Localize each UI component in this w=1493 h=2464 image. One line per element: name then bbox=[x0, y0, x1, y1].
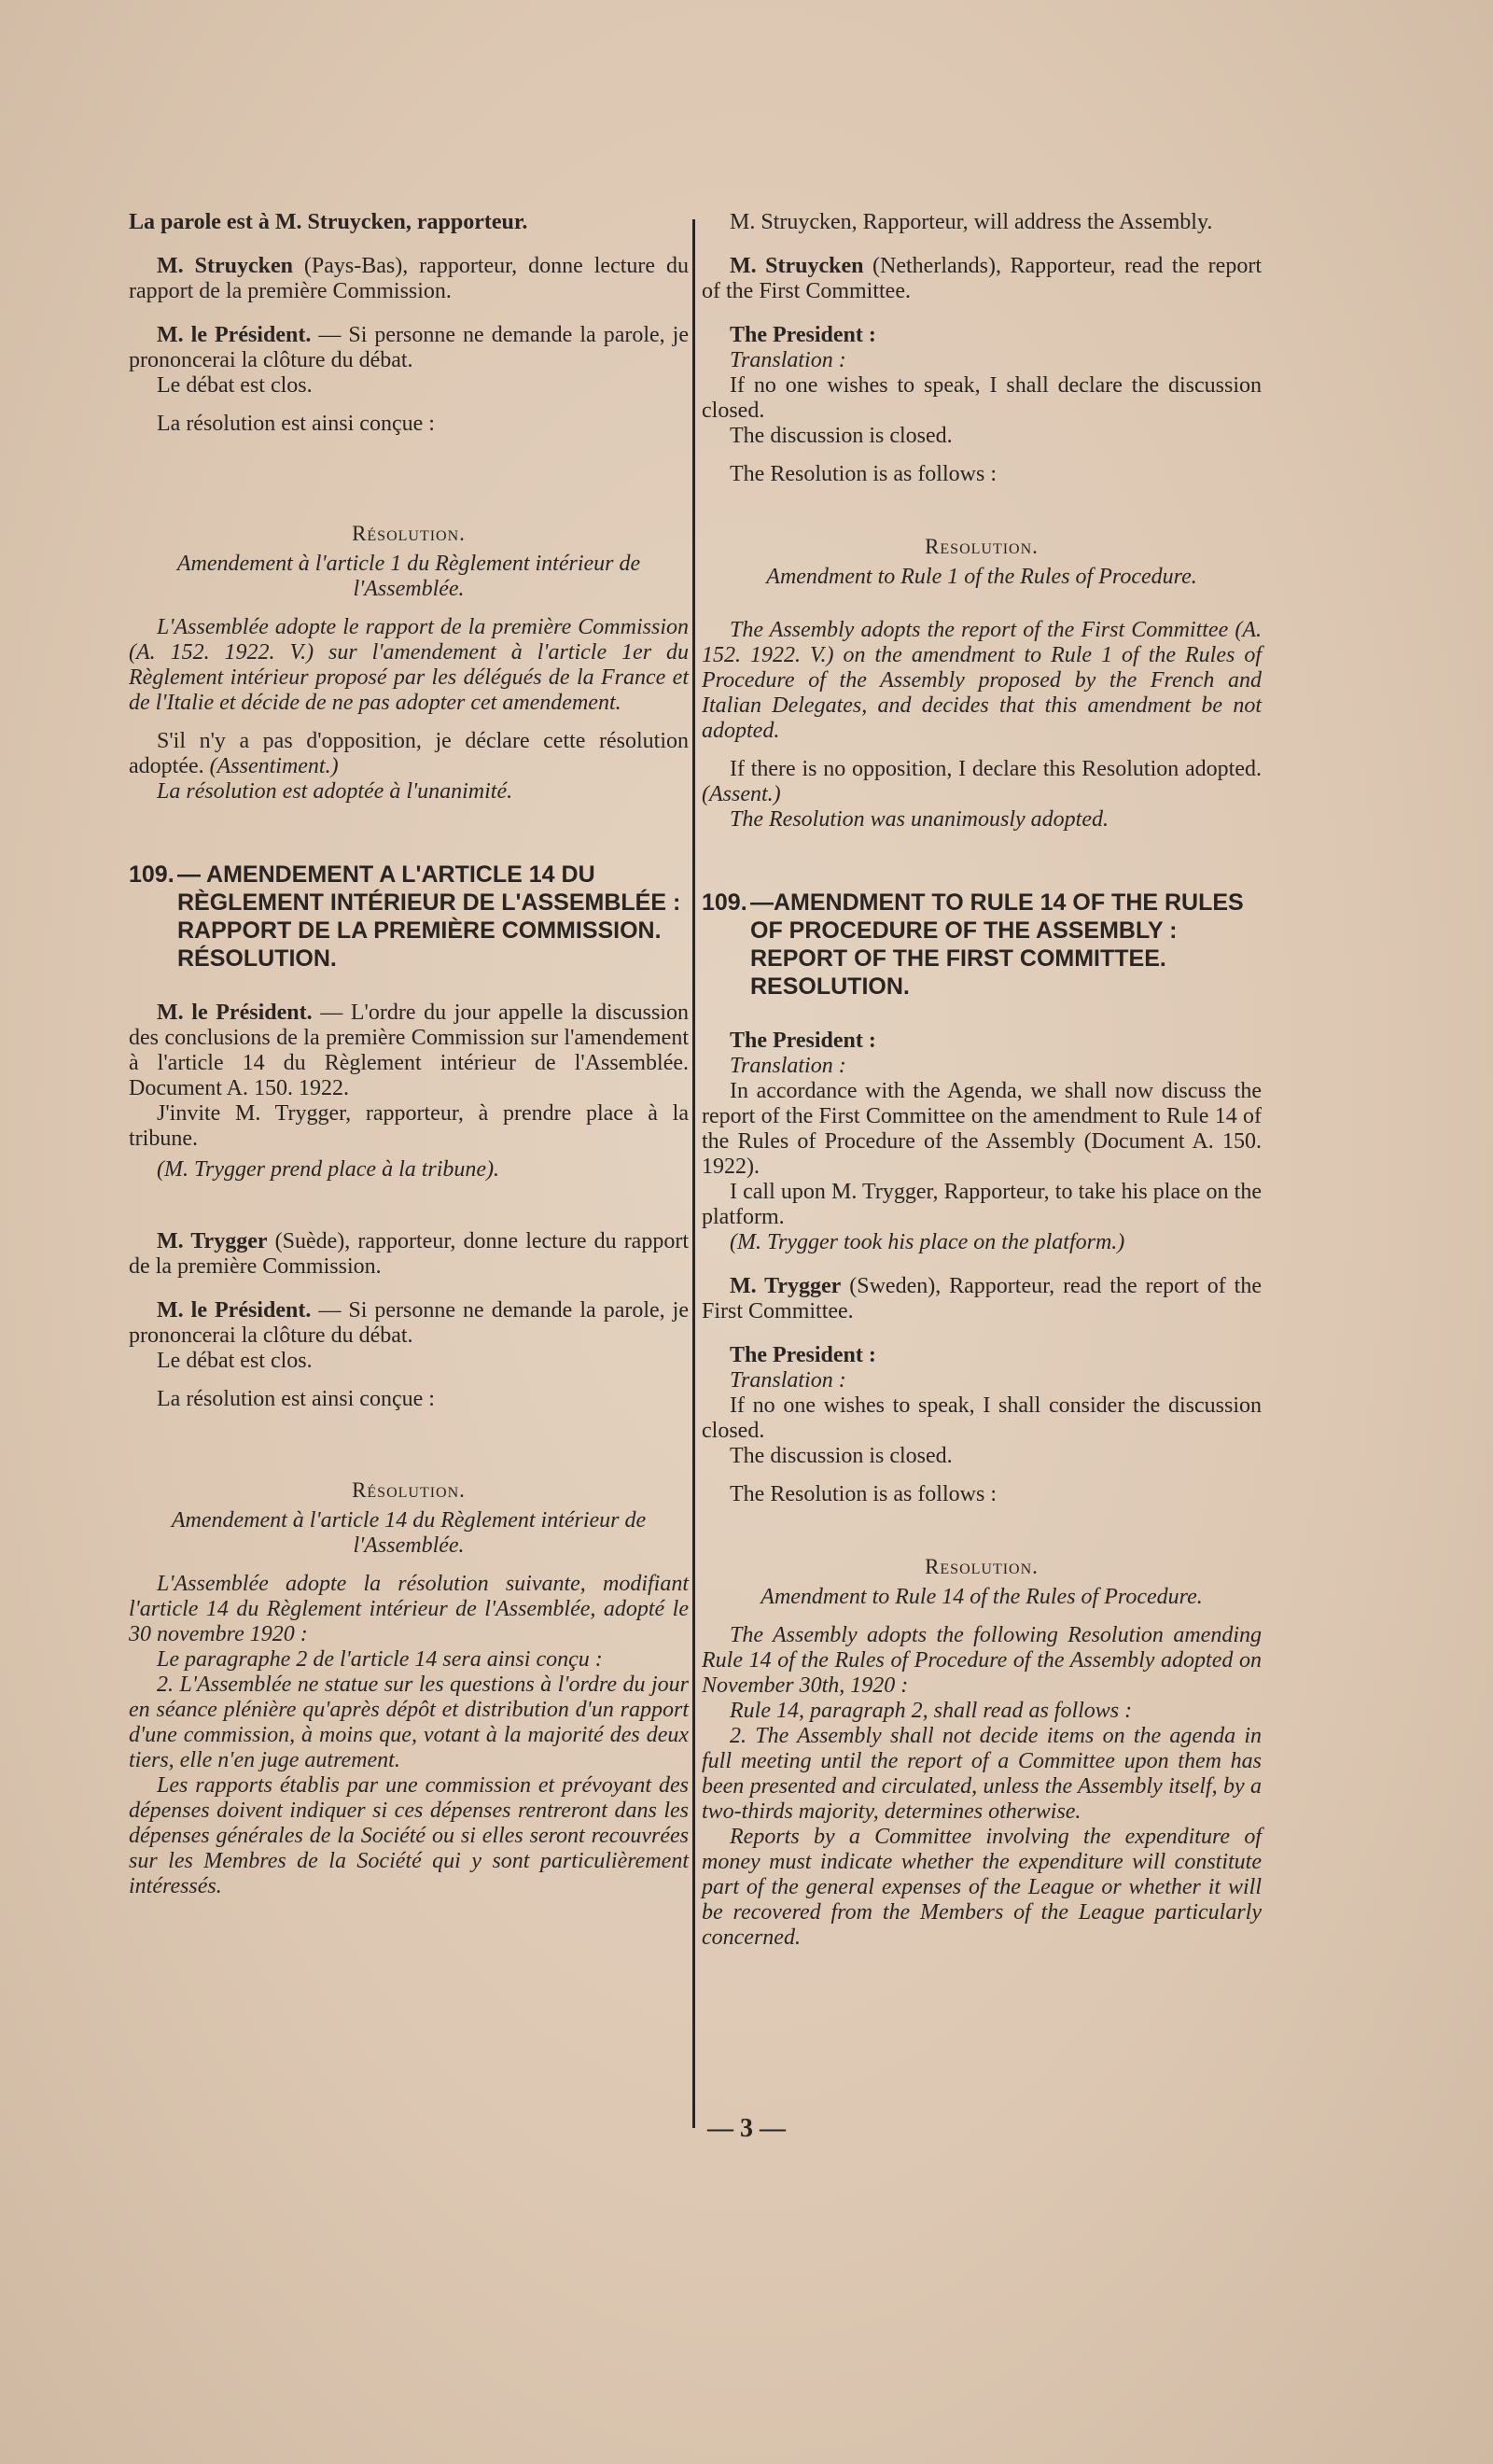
en-resolution-body-2b: Rule 14, paragraph 2, shall read as follows : bbox=[730, 1699, 1133, 1723]
en-resolution-body-2c: 2. The Assembly shall not decide items on the agenda in full meeting until the report of a Committee upon them has been presented and circulated, unless the Assembly itself, by a two-thirds majority, determines otherwise. bbox=[702, 1724, 1262, 1824]
en-president-label-2: The President : bbox=[730, 1029, 876, 1053]
en-resolution-body-2a: The Assembly adopts the following Resolution amending Rule 14 of the Rules of Procedure of the Assembly adopted on November 30th, 1920 : bbox=[702, 1623, 1262, 1698]
fr-section-number: 109. bbox=[129, 861, 174, 888]
fr-resolution-body-2b: Le paragraphe 2 de l'article 14 sera ainsi conçu : bbox=[157, 1647, 603, 1672]
en-trygger-reading: M. Trygger (Sweden), Rapporteur, read the report of the First Committee. bbox=[702, 1274, 1262, 1323]
fr-invite-trygger: J'invite M. Trygger, rapporteur, à prendre place à la tribune. bbox=[129, 1101, 689, 1151]
en-translation-label-3: Translation : bbox=[730, 1368, 846, 1393]
en-opposition: If there is no opposition, I declare this Resolution adopted. (Assent.) bbox=[702, 757, 1262, 806]
en-resolution-heading-2: Resolution. bbox=[925, 1555, 1039, 1578]
en-resolution-intro: The Resolution is as follows : bbox=[730, 462, 997, 486]
en-resolution-title: Amendment to Rule 1 of the Rules of Procedure. bbox=[766, 565, 1197, 589]
fr-debate-closed-2: Le débat est clos. bbox=[157, 1349, 313, 1373]
fr-opposition: S'il n'y a pas d'opposition, je déclare cette résolution adoptée. (Assentiment.) bbox=[129, 729, 689, 778]
en-invite-trygger: I call upon M. Trygger, Rapporteur, to take his place on the platform. bbox=[702, 1180, 1262, 1229]
fr-resolution-body: L'Assemblée adopte le rapport de la première Commission (A. 152. 1922. V.) sur l'amendement à l'article 1er du Règlement intérieur proposé par les délégués de la France et de l'Italie et décide de ne pas adopter cet amendement. bbox=[129, 615, 689, 715]
fr-resolution-heading: Résolution. bbox=[352, 522, 466, 545]
fr-section-109-heading bbox=[129, 861, 689, 973]
en-resolution-title-2: Amendment to Rule 14 of the Rules of Procedure. bbox=[760, 1585, 1203, 1609]
en-translation-label: Translation : bbox=[730, 348, 846, 372]
en-struycken-reading: M. Struycken (Netherlands), Rapporteur, read the report of the First Committee. bbox=[702, 254, 1262, 303]
en-president-label-3: The President : bbox=[730, 1343, 876, 1367]
fr-speaker-line: La parole est à M. Struycken, rapporteur. bbox=[129, 210, 528, 234]
fr-trygger-reading: M. Trygger (Suède), rapporteur, donne lecture du rapport de la première Commission. bbox=[129, 1229, 689, 1279]
fr-resolution-intro-2: La résolution est ainsi conçue : bbox=[157, 1387, 435, 1411]
en-translation-label-2: Translation : bbox=[730, 1054, 846, 1078]
en-resolution-heading: Resolution. bbox=[925, 535, 1039, 558]
en-speaker-line: M. Struycken, Rapporteur, will address the Assembly. bbox=[730, 210, 1213, 234]
en-president-agenda: In accordance with the Agenda, we shall now discuss the report of the First Committee on the amendment to Rule 14 of the Rules of Procedure of the Assembly (Document A. 150. 1922). bbox=[702, 1079, 1262, 1179]
fr-section-title: — AMENDEMENT A L'ARTICLE 14 DU RÈGLEMENT INTÉRIEUR DE L'ASSEMBLÉE : RAPPORT DE LA PREMIÈRE COMMISSION. RÉSOLUTION. bbox=[177, 861, 681, 972]
en-discussion-closed: The discussion is closed. bbox=[730, 424, 953, 448]
fr-stage-direction: (M. Trygger prend place à la tribune). bbox=[157, 1157, 500, 1182]
fr-resolution-body-2a: L'Assemblée adopte la résolution suivante, modifiant l'article 14 du Règlement intérieur de l'Assemblée, adopté le 30 novembre 1920 : bbox=[129, 1572, 689, 1646]
fr-resolution-title-2: Amendement à l'article 14 du Règlement intérieur de l'Assemblée. bbox=[171, 1508, 647, 1558]
en-president-label: The President : bbox=[730, 323, 876, 347]
en-section-number: 109. bbox=[702, 889, 747, 916]
en-section-109-heading bbox=[702, 889, 1262, 1001]
fr-debate-closed: Le débat est clos. bbox=[157, 373, 313, 398]
column-divider bbox=[692, 219, 695, 2128]
fr-resolution-intro: La résolution est ainsi conçue : bbox=[157, 412, 435, 436]
en-resolution-body: The Assembly adopts the report of the First Committee (A. 152. 1922. V.) on the amendment to Rule 1 of the Rules of Procedure of the Assembly proposed by the French and Italian Delegates, and decides that this amendment be not adopted. bbox=[702, 618, 1262, 743]
fr-resolution-heading-2: Résolution. bbox=[352, 1478, 466, 1502]
english-column bbox=[702, 210, 1262, 1951]
en-resolution-intro-2: The Resolution is as follows : bbox=[730, 1482, 997, 1506]
fr-resolution-title: Amendement à l'article 1 du Règlement intérieur de l'Assemblée. bbox=[176, 552, 641, 601]
en-adopted: The Resolution was unanimously adopted. bbox=[730, 807, 1109, 832]
en-discussion-closed-2: The discussion is closed. bbox=[730, 1444, 953, 1468]
french-column bbox=[129, 210, 689, 1899]
fr-struycken-reading: M. Struycken (Pays-Bas), rapporteur, donne lecture du rapport de la première Commission. bbox=[129, 254, 689, 303]
en-section-title: —AMENDMENT TO RULE 14 OF THE RULES OF PROCEDURE OF THE ASSEMBLY : REPORT OF THE FIRST COMMITTEE. RESOLUTION. bbox=[750, 889, 1244, 1000]
en-stage-direction: (M. Trygger took his place on the platform.) bbox=[730, 1230, 1125, 1254]
fr-president-closing: M. le Président. — Si personne ne demande la parole, je prononcerai la clôture du débat. bbox=[129, 1298, 689, 1348]
en-president-closing: If no one wishes to speak, I shall consider the discussion closed. bbox=[702, 1393, 1262, 1443]
en-resolution-body-2d: Reports by a Committee involving the expenditure of money must indicate whether the expenditure will constitute part of the general expenses of the League or whether it will be recovered from the Members of the League particularly concerned. bbox=[702, 1825, 1262, 1950]
fr-resolution-body-2c: 2. L'Assemblée ne statue sur les questions à l'ordre du jour en séance plénière qu'après dépôt et distribution d'un rapport d'une commission, à moins que, votant à la majorité des deux tiers, elle n'en juge autrement. bbox=[129, 1673, 689, 1772]
fr-president-speech: M. le Président. — Si personne ne demande la parole, je prononcerai la clôture du débat. bbox=[129, 323, 689, 372]
fr-resolution-body-2d: Les rapports établis par une commission et prévoyant des dépenses doivent indiquer si ces dépenses rentreront dans les dépenses générales de la Société ou si elles seront recouvrées sur les Membres de la Société qui y sont particulièrement intéressés. bbox=[129, 1773, 689, 1898]
page-number: — 3 — bbox=[707, 2114, 786, 2143]
fr-adopted: La résolution est adoptée à l'unanimité. bbox=[157, 779, 513, 804]
fr-president-agenda: M. le Président. — L'ordre du jour appelle la discussion des conclusions de la première Commission sur l'amendement à l'article 14 du Règlement intérieur de l'Assemblée. Document A. 150. 1922. bbox=[129, 1001, 689, 1100]
en-president-speech: If no one wishes to speak, I shall declare the discussion closed. bbox=[702, 373, 1262, 423]
